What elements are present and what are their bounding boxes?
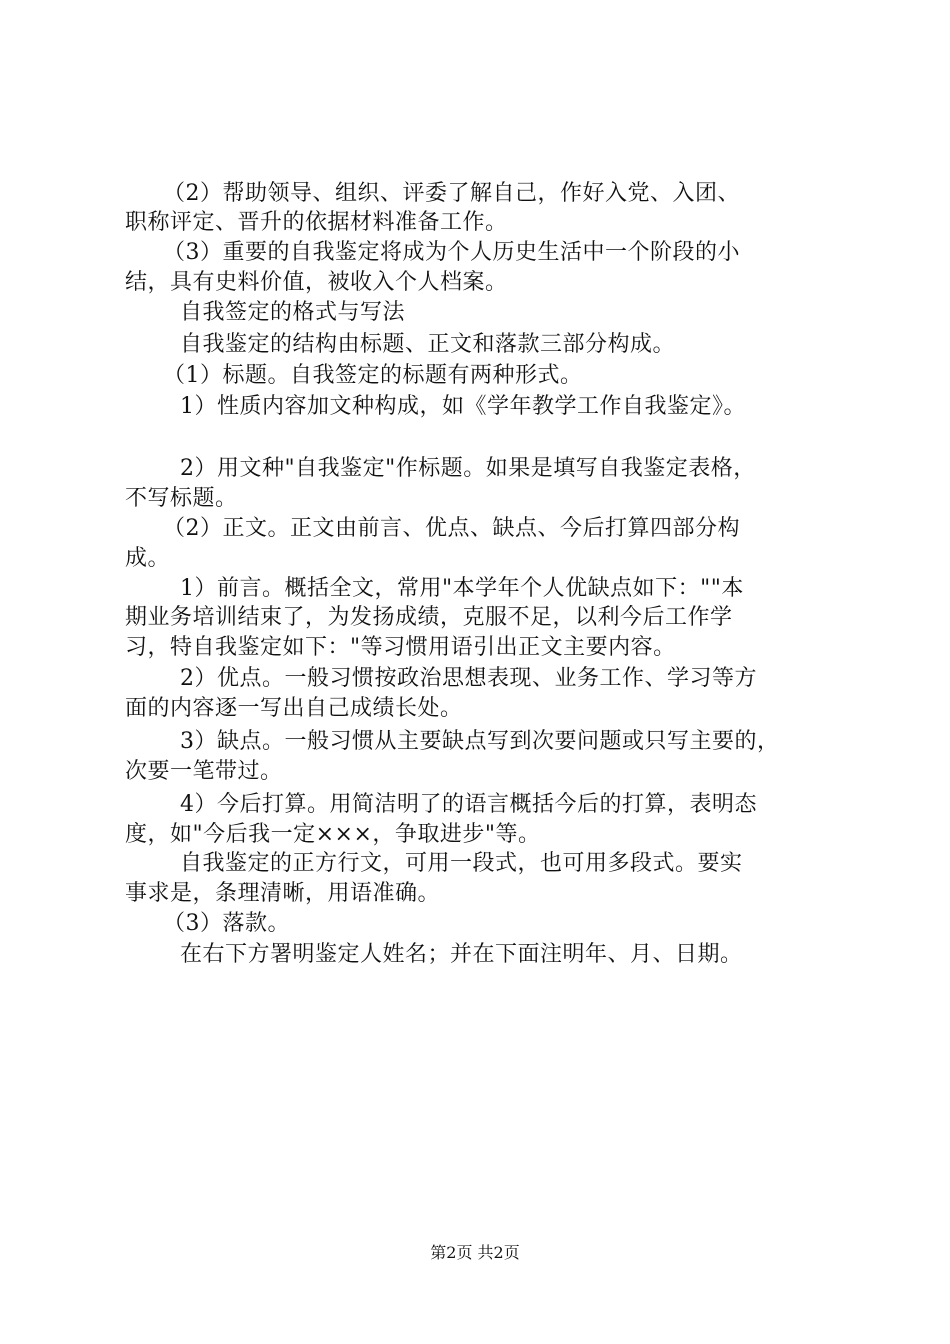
body-line: 在右下方署明鉴定人姓名；并在下面注明年、月、日期。 <box>180 942 743 967</box>
body-line: 期业务培训结束了，为发扬成绩，克服不足，以利今后工作学 <box>125 605 733 630</box>
body-line: 度，如"今后我一定×××，争取进步"等。 <box>125 822 541 847</box>
body-line: 3）缺点。一般习惯从主要缺点写到次要问题或只写主要的， <box>180 729 780 754</box>
section-heading: 自我签定的格式与写法 <box>180 300 406 325</box>
body-line: （1）标题。自我签定的标题有两种形式。 <box>163 363 583 388</box>
body-line: 1）性质内容加文种构成，如《学年教学工作自我鉴定》。 <box>180 394 746 419</box>
body-line: 次要一笔带过。 <box>125 759 283 784</box>
body-line: 自我鉴定的正方行文，可用一段式，也可用多段式。要实 <box>180 851 743 876</box>
body-line: 不写标题。 <box>125 486 238 511</box>
body-line: 1）前言。概括全文，常用"本学年个人优缺点如下：""本 <box>180 576 744 601</box>
body-line: 成。 <box>125 546 171 571</box>
body-line: （3）重要的自我鉴定将成为个人历史生活中一个阶段的小 <box>163 240 740 265</box>
body-line: 2）优点。一般习惯按政治思想表现、业务工作、学习等方 <box>180 666 757 691</box>
page-footer: 第2页 共2页 <box>430 1243 520 1262</box>
body-line: 习，特自我鉴定如下："等习惯用语引出正文主要内容。 <box>125 635 676 660</box>
body-line: 4）今后打算。用简洁明了的语言概括今后的打算，表明态 <box>180 792 757 817</box>
body-line: 结，具有史料价值，被收入个人档案。 <box>125 270 508 295</box>
body-line: （2）帮助领导、组织、评委了解自己，作好入党、入团、 <box>163 181 740 206</box>
body-line: （3）落款。 <box>163 911 290 936</box>
body-line: 自我鉴定的结构由标题、正文和落款三部分构成。 <box>180 332 676 357</box>
body-line: 职称评定、晋升的依据材料准备工作。 <box>125 210 508 235</box>
body-line: 2）用文种"自我鉴定"作标题。如果是填写自我鉴定表格， <box>180 456 756 481</box>
body-line: （2）正文。正文由前言、优点、缺点、今后打算四部分构 <box>163 516 740 541</box>
body-line: 事求是，条理清晰，用语准确。 <box>125 881 441 906</box>
body-line: 面的内容逐一写出自己成绩长处。 <box>125 696 463 721</box>
